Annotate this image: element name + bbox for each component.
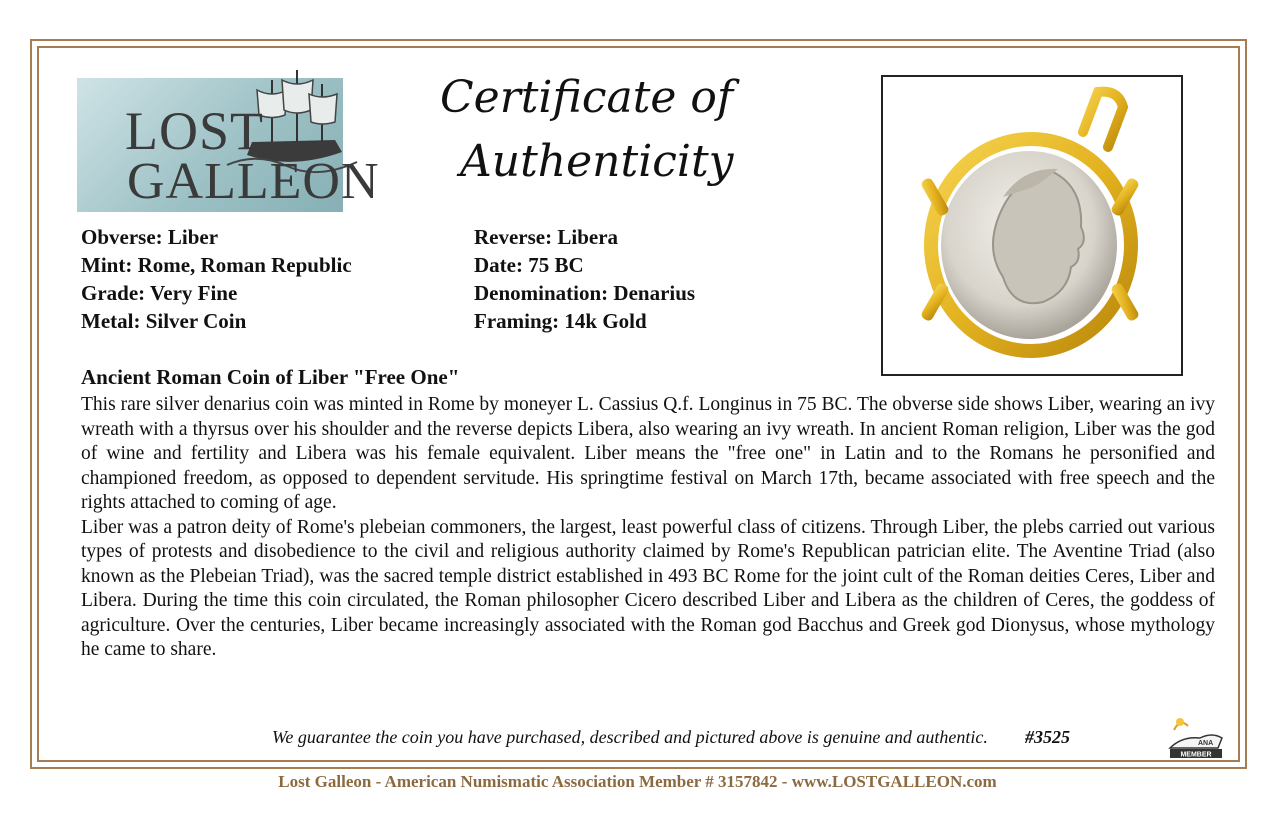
- ana-member-badge-icon: [1160, 712, 1230, 760]
- fact-reverse: Reverse: Libera: [474, 225, 619, 249]
- description-paragraph-1: This rare silver denarius coin was minted in Rome by moneyer L. Cassius Q.f. Longinus in 75 BC. The obverse side shows Liber, wearing an ivy wreath with a thyrsus over his shoulder and the reverse depicts Libera, also wearing an ivy wreath. In ancient Roman religion, Liber was the god of wine and fertility and Libera was his female equivalent. Liber means the "free one" in Latin and to the Romans he personified and championed freedom, as opposed to dependent servitude. His springtime festival on March 17th, became associated with free speech and the rights attached to coming of age.: [81, 394, 1215, 513]
- guarantee-statement: We guarantee the coin you have purchased, described and pictured above is genuine and authentic.: [272, 727, 988, 747]
- fact-denomination: Denomination: Denarius: [474, 281, 696, 305]
- title-line-1: Certificate of: [440, 72, 734, 123]
- coin-facts-left: [81, 223, 352, 335]
- fact-mint: Mint: Rome, Roman Republic: [81, 253, 352, 277]
- ana-badge-top-text: ANA: [1198, 740, 1214, 747]
- logo-word-lost: LOST: [125, 101, 264, 161]
- coin-facts-right: [474, 223, 695, 335]
- title-line-2: Authenticity: [460, 136, 734, 187]
- fact-date: Date: 75 BC: [474, 253, 584, 277]
- coin-pendant-image: [883, 77, 1181, 374]
- lost-galleon-logo: [77, 78, 380, 212]
- footer-membership: Lost Galleon - American Numismatic Association Member # 3157842 - www.LOSTGALLEON.com: [278, 772, 997, 791]
- logo-word-galleon: GALLEON: [127, 153, 380, 210]
- description-paragraph-2: Liber was a patron deity of Rome's plebeian commoners, the largest, least powerful class of citizens. Through Liber, the plebs carried out various types of protests and disobedience to the civil and religious authority claimed by Rome's Republican patrician elite. The Aventine Triad (also known as the Plebeian Triad), was the sacred temple district established in 493 BC Rome for the joint cult of the Roman deities Ceres, Liber and Libera. During the time this coin circulated, the Roman philosopher Cicero described Liber and Libera as the children of Ceres, the goddess of agriculture. Over the centuries, Liber became increasingly associated with the Roman god Bacchus and Greek god Dionysus, whose mythology he came to share.: [81, 516, 1215, 660]
- certificate-number: #3525: [1025, 727, 1070, 747]
- fact-obverse: Obverse: Liber: [81, 225, 219, 249]
- certificate-title: [440, 66, 760, 194]
- description-body: [81, 393, 1215, 663]
- fact-grade: Grade: Very Fine: [81, 281, 238, 305]
- fact-framing: Framing: 14k Gold: [474, 309, 647, 333]
- fact-metal: Metal: Silver Coin: [81, 309, 247, 333]
- description-heading: Ancient Roman Coin of Liber "Free One": [81, 365, 460, 389]
- coin-photo: [881, 75, 1183, 376]
- ana-badge-bottom-text: MEMBER: [1180, 751, 1212, 759]
